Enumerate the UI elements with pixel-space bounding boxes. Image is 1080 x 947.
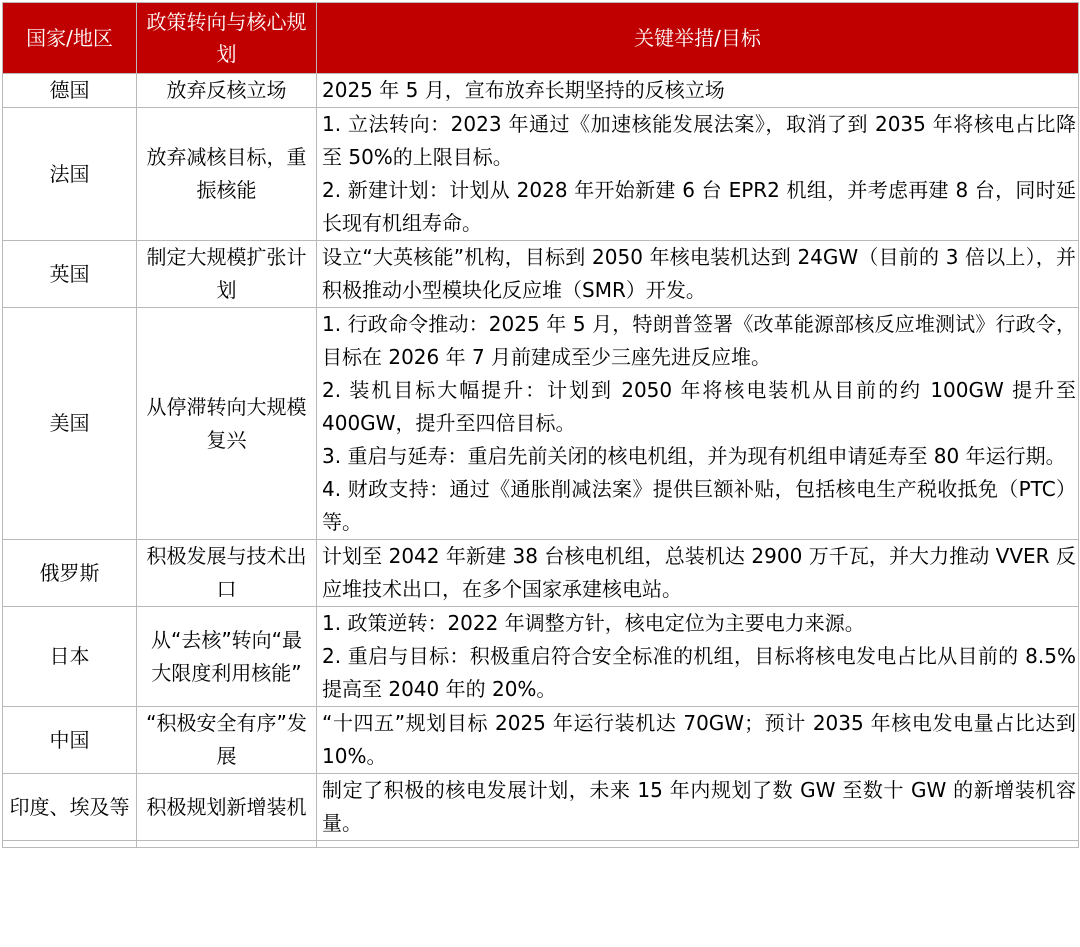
row-uk (3, 241, 1079, 308)
policy-cell: 放弃减核目标，重振核能 (137, 108, 317, 241)
header-row (3, 3, 1079, 74)
policy-cell: 从停滞转向大规模复兴 (137, 308, 317, 540)
measure-item: “十四五”规划目标 2025 年运行装机达 70GW；预计 2035 年核电发电量占比达到 10%。 (322, 711, 1076, 768)
policy-cell: 制定大规模扩张计划 (137, 241, 317, 308)
measure-item: 制定了积极的核电发展计划，未来 15 年内规划了数 GW 至数十 GW 的新增装机容量。 (322, 778, 1076, 835)
spacer-cell (3, 841, 137, 848)
measures-cell (317, 707, 1079, 774)
measure-item: 4. 财政支持：通过《通胀削减法案》提供巨额补贴，包括核电生产税收抵免（PTC）等。 (322, 477, 1076, 534)
country-cell: 中国 (3, 707, 137, 774)
measure-item: 计划至 2042 年新建 38 台核电机组，总装机达 2900 万千瓦，并大力推动 VVER 反应堆技术出口，在多个国家承建核电站。 (322, 544, 1076, 601)
spacer-cell (137, 841, 317, 848)
row-india-egypt (3, 774, 1079, 841)
row-japan (3, 607, 1079, 707)
country-cell: 俄罗斯 (3, 540, 137, 607)
measure-item: 2025 年 5 月，宣布放弃长期坚持的反核立场 (322, 78, 725, 102)
row-usa (3, 308, 1079, 540)
policy-cell: 积极发展与技术出口 (137, 540, 317, 607)
country-cell: 法国 (3, 108, 137, 241)
country-cell: 印度、埃及等 (3, 774, 137, 841)
header-country: 国家/地区 (3, 3, 137, 74)
header-measures: 关键举措/目标 (317, 3, 1079, 74)
country-cell: 德国 (3, 74, 137, 108)
measures-cell (317, 108, 1079, 241)
measure-item: 2. 新建计划：计划从 2028 年开始新建 6 台 EPR2 机组，并考虑再建 8 台，同时延长现有机组寿命。 (322, 178, 1076, 235)
measure-item: 1. 政策逆转：2022 年调整方针，核电定位为主要电力来源。 (322, 611, 865, 635)
measures-cell (317, 74, 1079, 108)
measure-item: 设立“大英核能”机构，目标到 2050 年核电装机达到 24GW（目前的 3 倍以上），并积极推动小型模块化反应堆（SMR）开发。 (322, 245, 1076, 302)
row-france (3, 108, 1079, 241)
measures-cell (317, 540, 1079, 607)
measures-cell (317, 607, 1079, 707)
measure-item: 1. 行政命令推动：2025 年 5 月，特朗普签署《改革能源部核反应堆测试》行政令，目标在 2026 年 7 月前建成至少三座先进反应堆。 (322, 312, 1076, 369)
measure-item: 2. 重启与目标：积极重启符合安全标准的机组，目标将核电发电占比从目前的 8.5%提高至 2040 年的 20%。 (322, 644, 1076, 701)
measures-cell (317, 774, 1079, 841)
table-bottom-spacer (3, 841, 1079, 848)
measure-item: 2. 装机目标大幅提升：计划到 2050 年将核电装机从目前的约 100GW 提升至 400GW，提升至四倍目标。 (322, 378, 1076, 435)
measures-cell (317, 308, 1079, 540)
policy-cell: “积极安全有序”发展 (137, 707, 317, 774)
country-cell: 美国 (3, 308, 137, 540)
country-cell: 英国 (3, 241, 137, 308)
policy-cell: 积极规划新增装机 (137, 774, 317, 841)
policy-cell: 放弃反核立场 (137, 74, 317, 108)
row-germany (3, 74, 1079, 108)
country-cell: 日本 (3, 607, 137, 707)
measures-cell (317, 241, 1079, 308)
policy-cell: 从“去核”转向“最大限度利用核能” (137, 607, 317, 707)
measure-item: 1. 立法转向：2023 年通过《加速核能发展法案》，取消了到 2035 年将核电占比降至 50%的上限目标。 (322, 112, 1076, 169)
spacer-cell (317, 841, 1079, 848)
policy-table (2, 2, 1079, 848)
measure-item: 3. 重启与延寿：重启先前关闭的核电机组，并为现有机组申请延寿至 80 年运行期。 (322, 444, 1066, 468)
row-russia (3, 540, 1079, 607)
row-china (3, 707, 1079, 774)
header-policy: 政策转向与核心规划 (137, 3, 317, 74)
